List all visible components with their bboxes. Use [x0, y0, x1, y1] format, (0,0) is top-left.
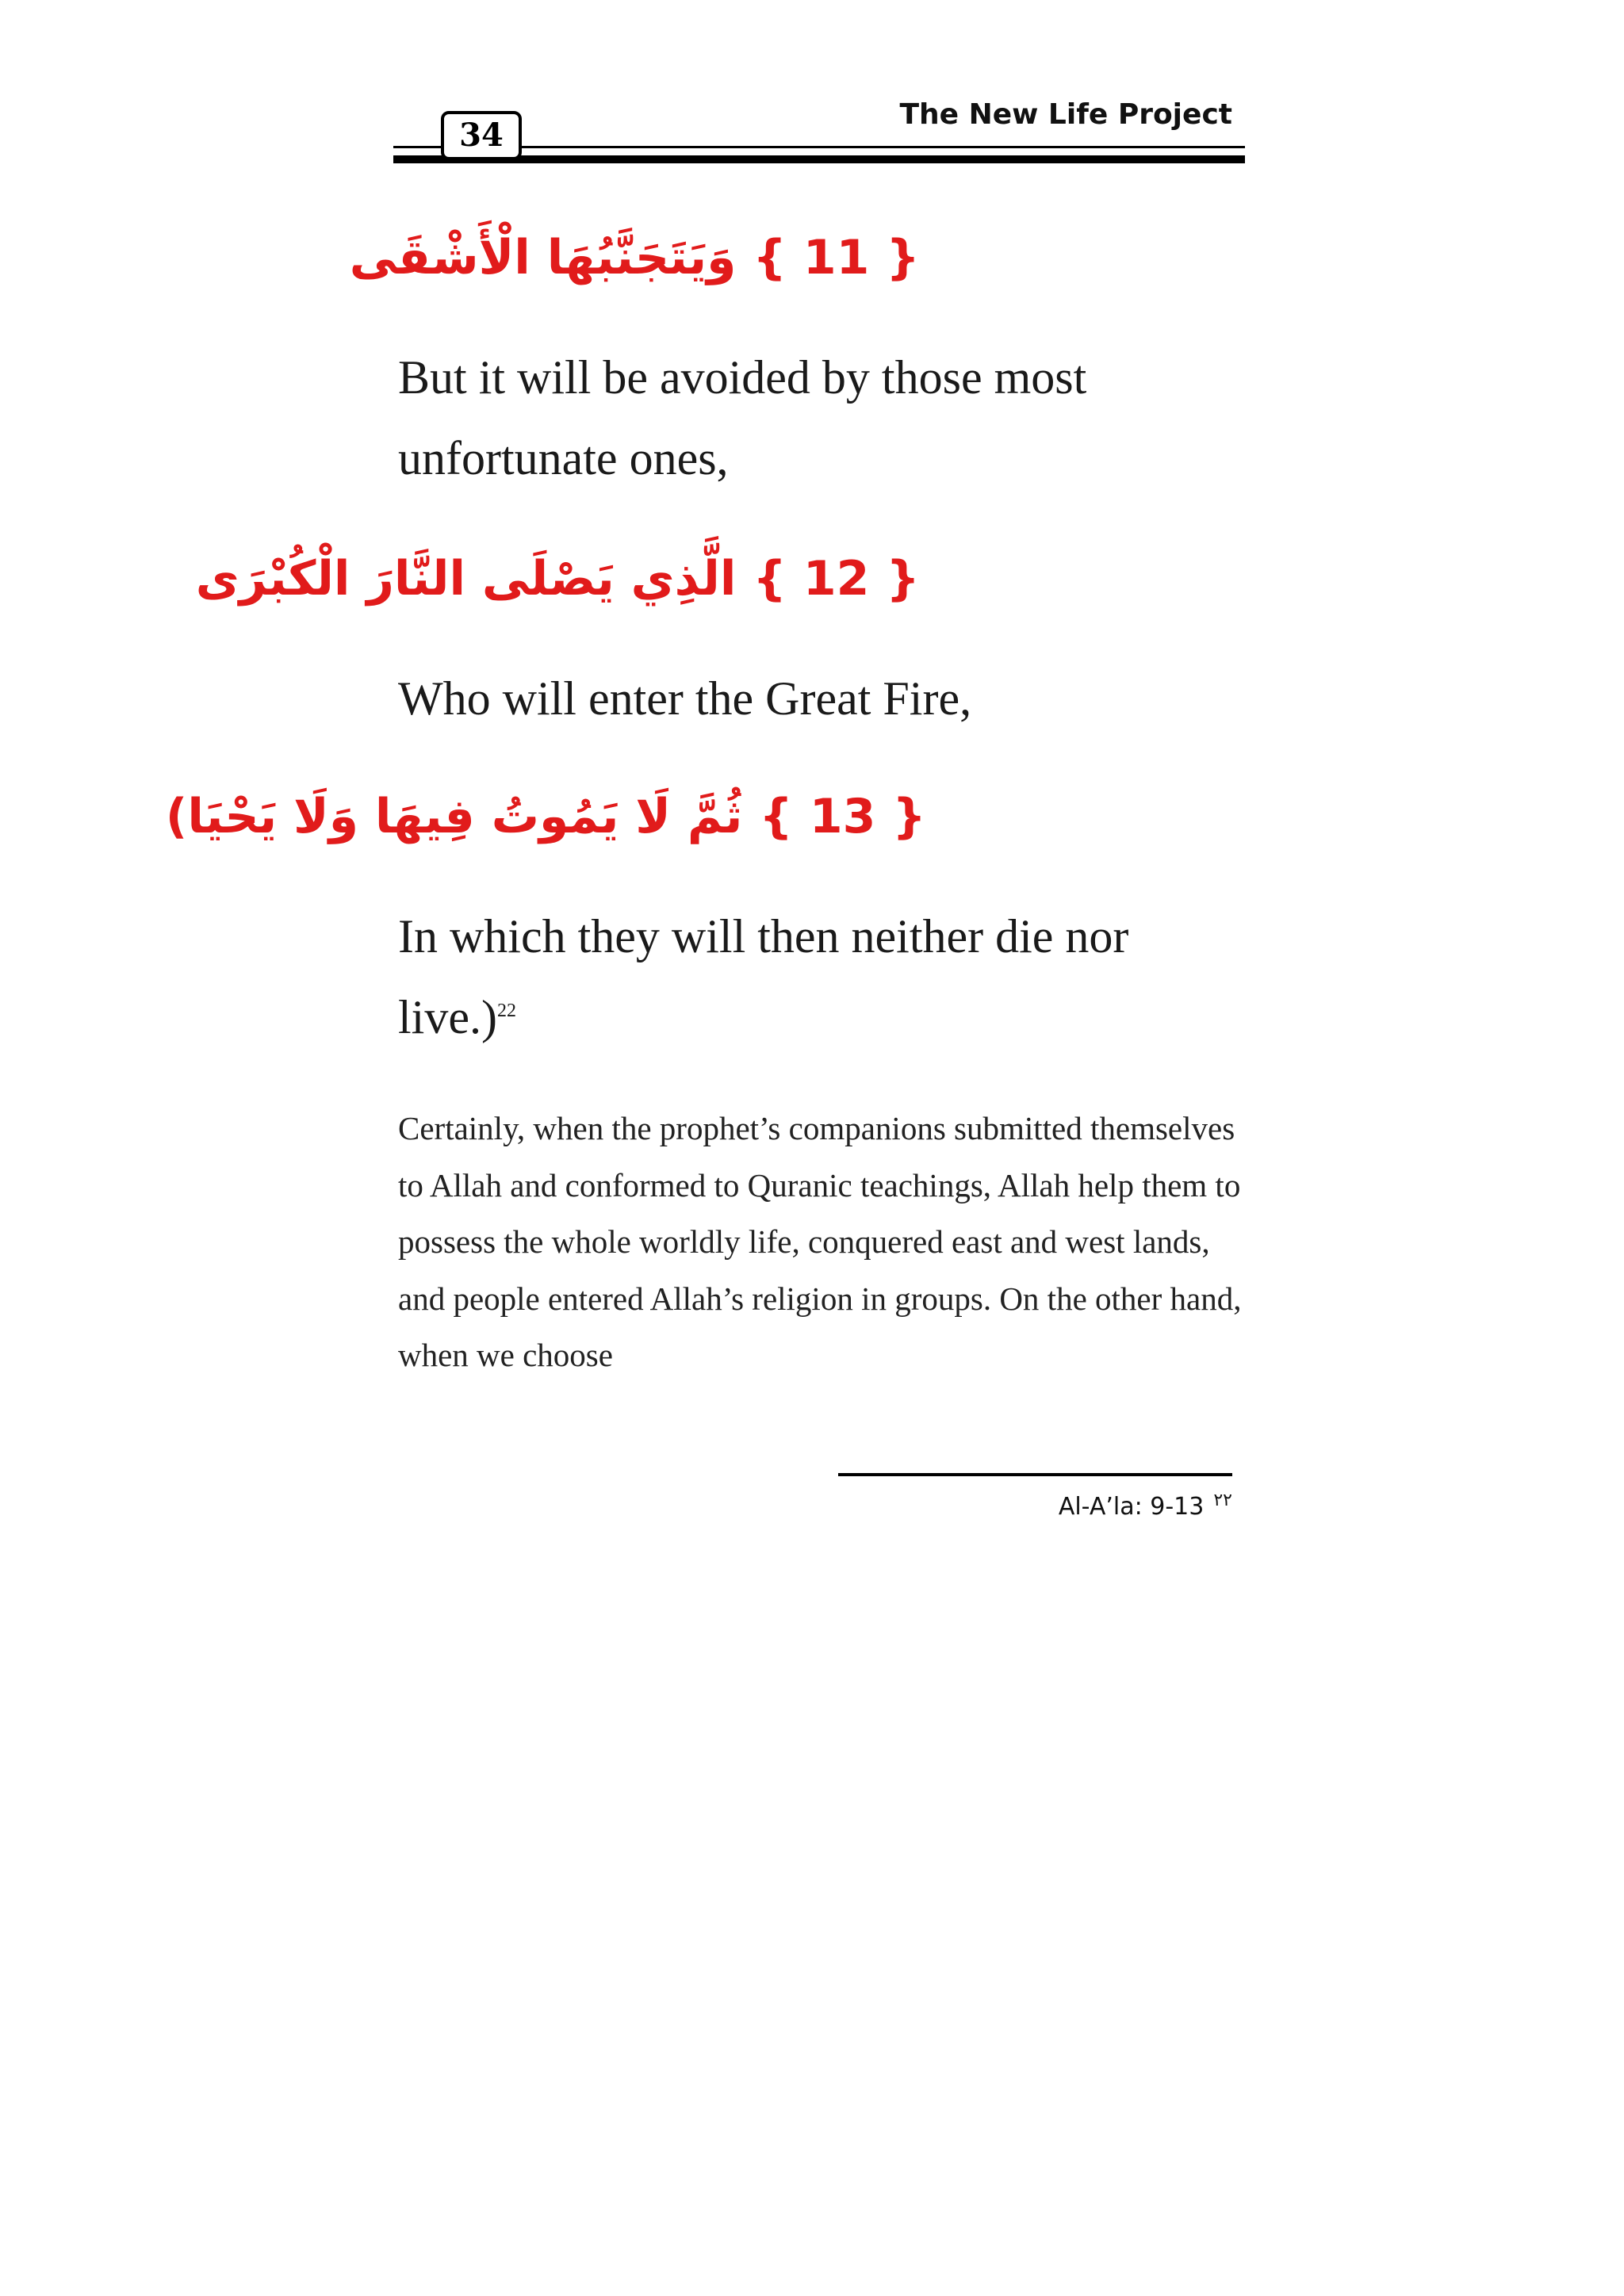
footnote — [1059, 1490, 1232, 1521]
page-number: 34 — [441, 111, 522, 160]
header-rule-thick — [393, 155, 1245, 163]
verse-number: { 11 } — [753, 230, 920, 285]
translation-text: In which they will then neither die nor live.) — [398, 910, 1129, 1043]
verse-text: وَيَتَجَنَّبُهَا الْأَشْقَى — [349, 230, 737, 285]
body-paragraph: Certainly, when the prophet’s companions submitted themselves to Allah and conformed to Quranic teachings, Allah help them to possess the whole worldly life, conquered east and west lands, and people entered Allah’s religion in groups. On the other hand, when we choose — [398, 1110, 1242, 1373]
verse-text: الَّذِي يَصْلَى النَّارَ الْكُبْرَى — [195, 551, 737, 607]
footnote-marker: ٢٢ — [1213, 1490, 1232, 1510]
translation-13 — [398, 896, 1239, 1058]
verse-13-arabic — [166, 789, 926, 844]
verse-text: ثُمَّ لَا يَمُوتُ فِيهَا وَلَا يَحْيَا) — [165, 789, 743, 844]
footnote-text: Al-A’la: 9-13 — [1058, 1493, 1205, 1521]
translation-12: Who will enter the Great Fire, — [398, 672, 972, 725]
verse-number: { 12 } — [753, 551, 920, 607]
translation-11: But it will be avoided by those most unfortunate ones, — [398, 351, 1087, 484]
footnote-reference[interactable]: 22 — [496, 1001, 516, 1021]
verse-12-arabic — [196, 551, 920, 607]
verse-number: { 13 } — [759, 789, 926, 844]
book-title: The New Life Project — [899, 98, 1232, 131]
verse-11-arabic — [350, 230, 920, 285]
footnote-divider — [838, 1473, 1232, 1476]
